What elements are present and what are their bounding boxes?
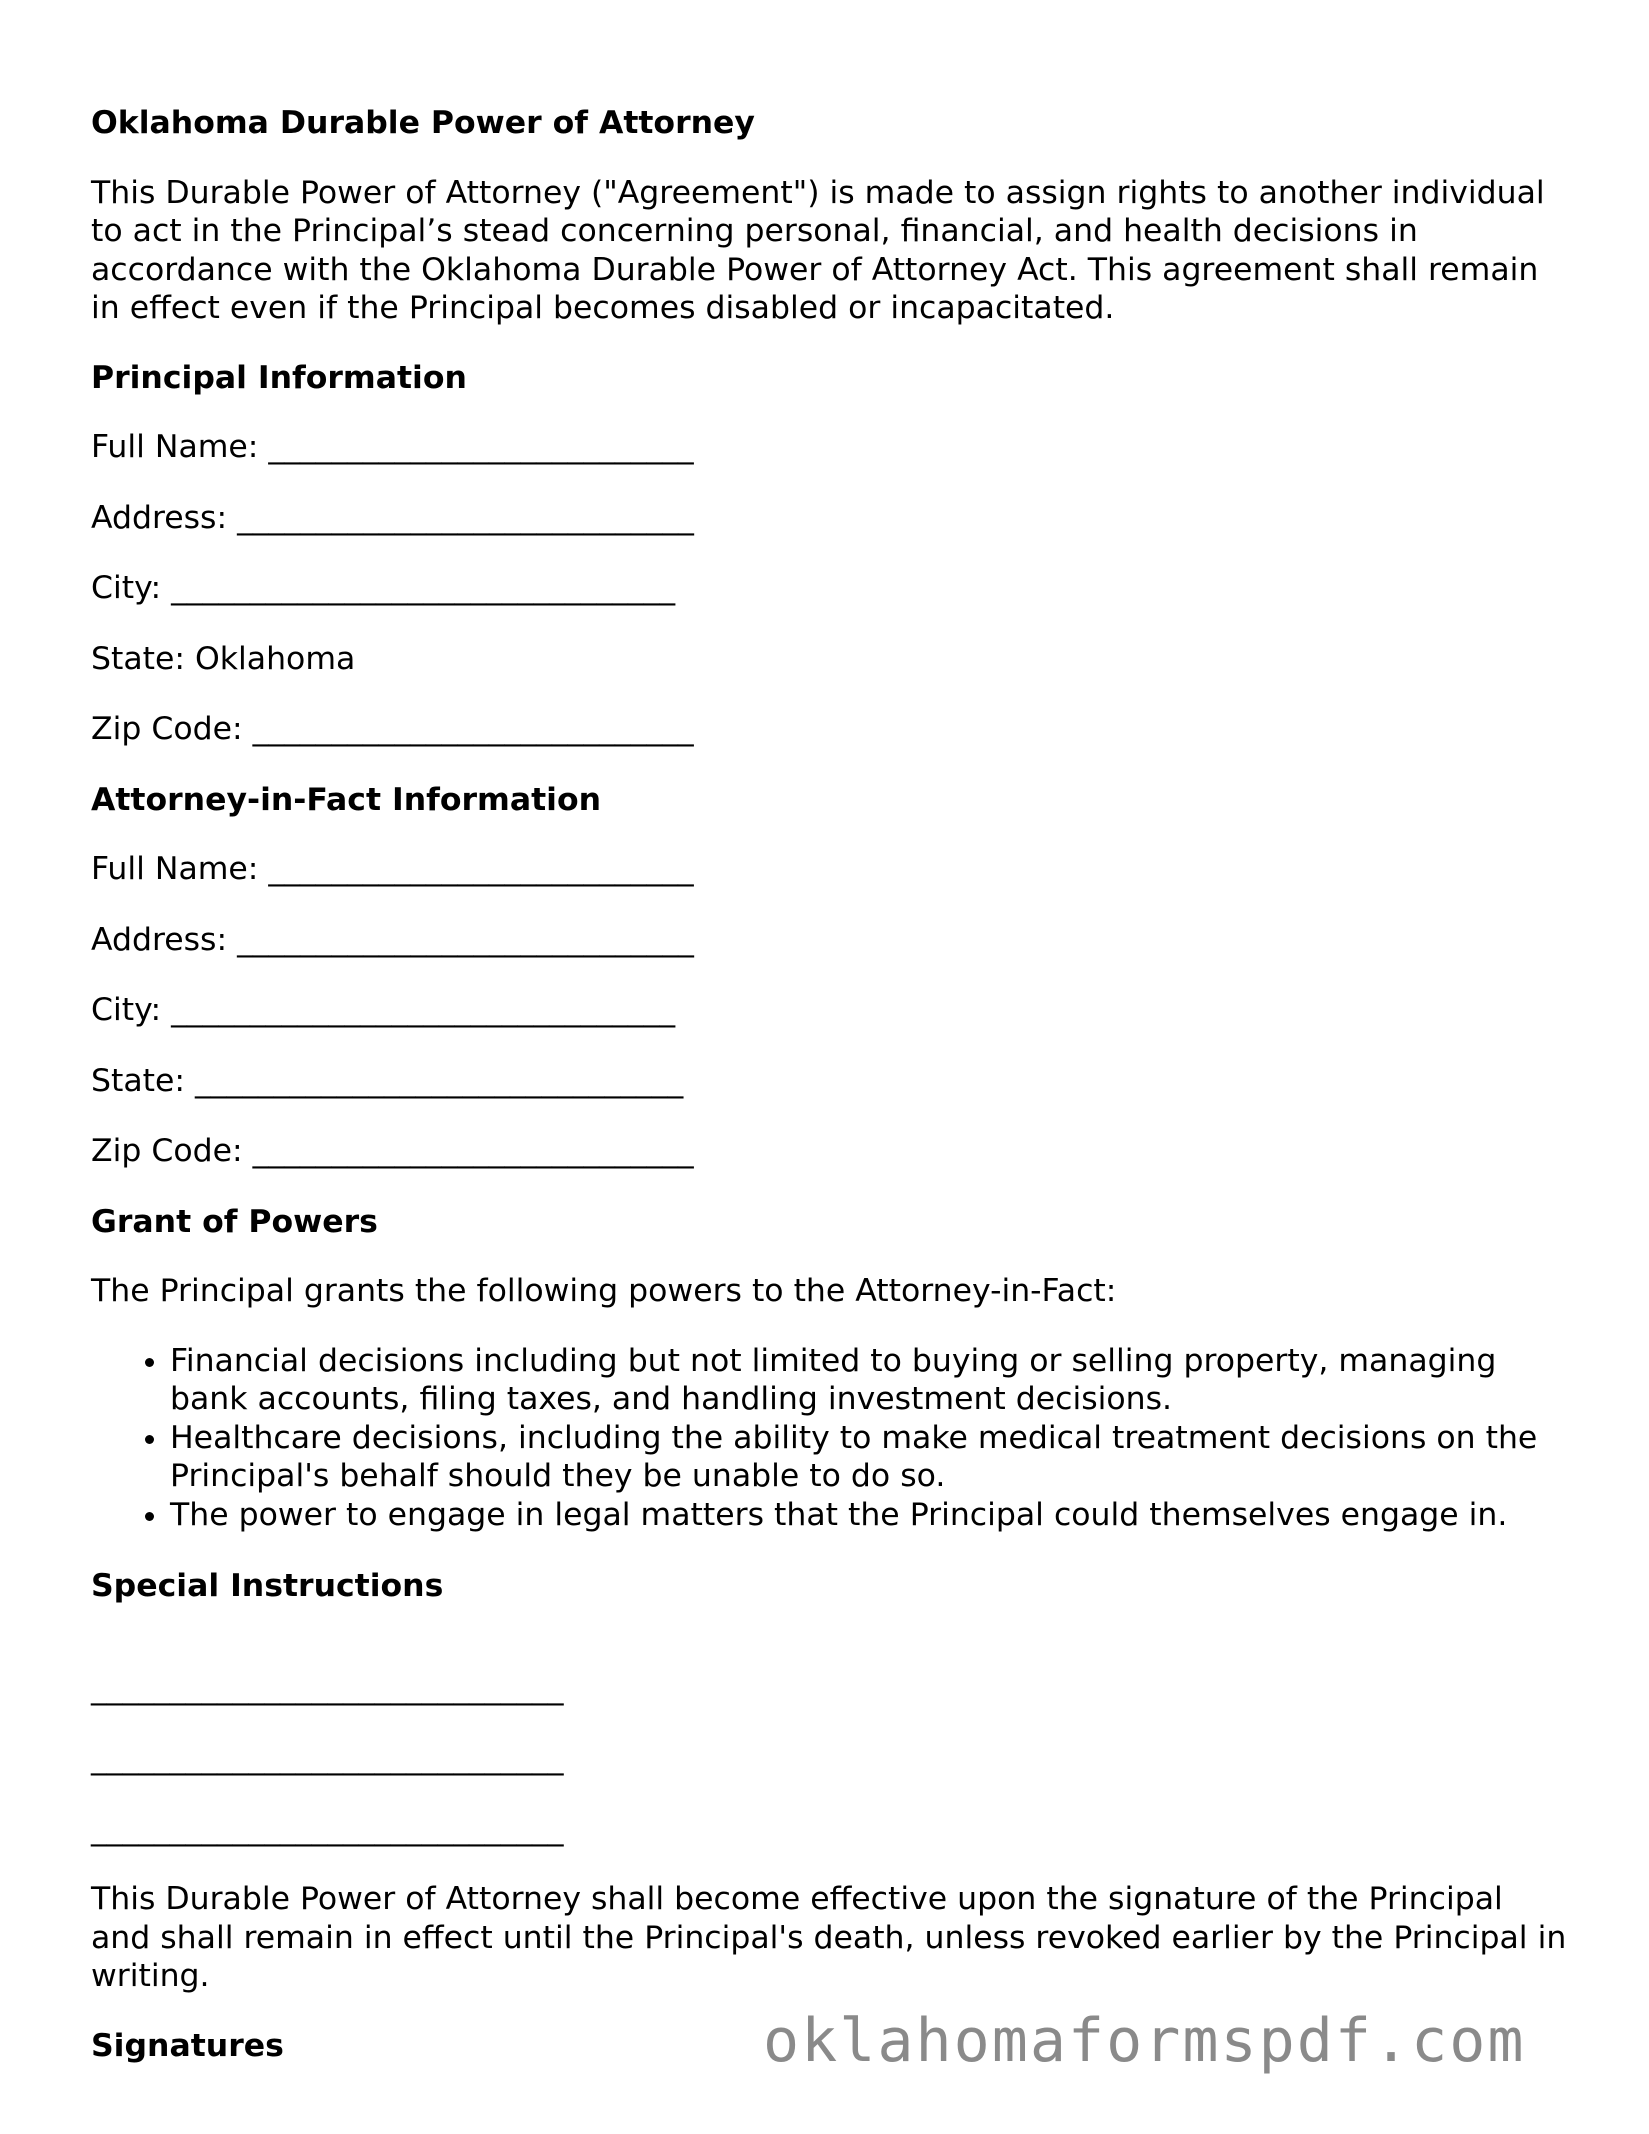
principal-zip-field: Zip Code: ____________________________ [91,711,694,747]
principal-full-name-field: Full Name: ___________________________ [91,429,694,465]
powers-list [91,1342,1571,1535]
attorney-address-field: Address: _____________________________ [91,921,694,958]
attorney-state-field: State: _______________________________ [91,1062,684,1099]
document-title: Oklahoma Durable Power of Attorney [91,105,755,141]
document-page [91,104,1571,2096]
intro-paragraph: This Durable Power of Attorney ("Agreement") is made to assign rights to another individual to act in the Principal’s stead concerning personal, financial, and health decisions in accordance with the Oklahoma Durable Power of Attorney Act. This agreement shall remain in effect even if the Principal becomes disabled or incapacitated. [91,174,1545,326]
watermark-text: oklahomaformspdf.com [763,2006,1526,2076]
attorney-city-field: City: ________________________________ [91,992,676,1028]
principal-state-field: State: Oklahoma [91,640,356,677]
attorney-heading: Attorney-in-Fact Information [91,781,602,818]
special-instructions-heading: Special Instructions [91,1568,444,1604]
attorney-full-name-field: Full Name: ___________________________ [91,851,694,887]
list-item: • Financial decisions including but not limited to buying or selling property, managing bank accounts, filing taxes, and handling investment decisions. [170,1342,1571,1419]
effective-paragraph: This Durable Power of Attorney shall become effective upon the signature of the Principal and shall remain in effect until the Principal's death, unless revoked earlier by the Principal in writing. [91,1881,1567,1994]
principal-city-field: City: ________________________________ [91,570,676,606]
special-instructions-line: ______________________________ [91,1740,564,1776]
list-item: • The power to engage in legal matters that the Principal could themselves engage in. [170,1496,1571,1535]
powers-heading: Grant of Powers [91,1203,378,1240]
special-instructions-line: ______________________________ [91,1810,564,1847]
powers-lead: The Principal grants the following powers to the Attorney-in-Fact: [91,1273,1117,1309]
signatures-heading: Signatures [91,2027,284,2064]
attorney-zip-field: Zip Code: ____________________________ [91,1133,694,1169]
principal-heading: Principal Information [91,359,467,396]
principal-address-field: Address: _____________________________ [91,499,694,536]
list-item: • Healthcare decisions, including the ability to make medical treatment decisions on the Principal's behalf should they be unable to do so. [170,1419,1571,1496]
special-instructions-line: ______________________________ [91,1669,564,1706]
